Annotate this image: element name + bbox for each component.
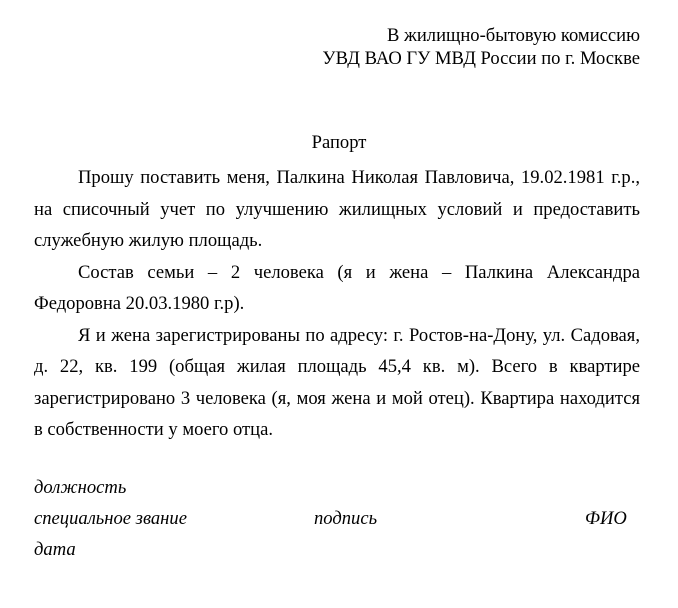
paragraph-request: Прошу поставить меня, Палкина Николая Павловича, 19.02.1981 г.р., на списочный учет по улучшению жилищных условий и предоставить служебную жилую площадь. (34, 167, 640, 251)
signature-sign-label: подпись (314, 508, 378, 529)
paragraph-family: Состав семьи – 2 человека (я и жена – Палкина Александра Федоровна 20.03.1980 г.р). (34, 261, 640, 314)
addressee-line-2: УВД ВАО ГУ МВД России по г. Москве (322, 48, 640, 69)
document-body (34, 162, 640, 446)
document-title: Рапорт (311, 132, 367, 153)
signature-name-label: ФИО (585, 508, 627, 529)
paragraph-address: Я и жена зарегистрированы по адресу: г. Ростов-на-Дону, ул. Садовая, д. 22, кв. 199 (общая жилая площадь 45,4 кв. м). Всего в квартире зарегистрировано 3 человека (я, моя жена и мой отец). Квартира находится в собственности у моего отца. (34, 324, 640, 440)
signature-date-label: дата (34, 539, 76, 560)
addressee-line-1: В жилищно-бытовую комиссию (386, 25, 640, 46)
signature-position-label: должность (34, 477, 127, 498)
addressee-block (322, 24, 640, 70)
signature-rank-label: специальное звание (34, 508, 187, 529)
